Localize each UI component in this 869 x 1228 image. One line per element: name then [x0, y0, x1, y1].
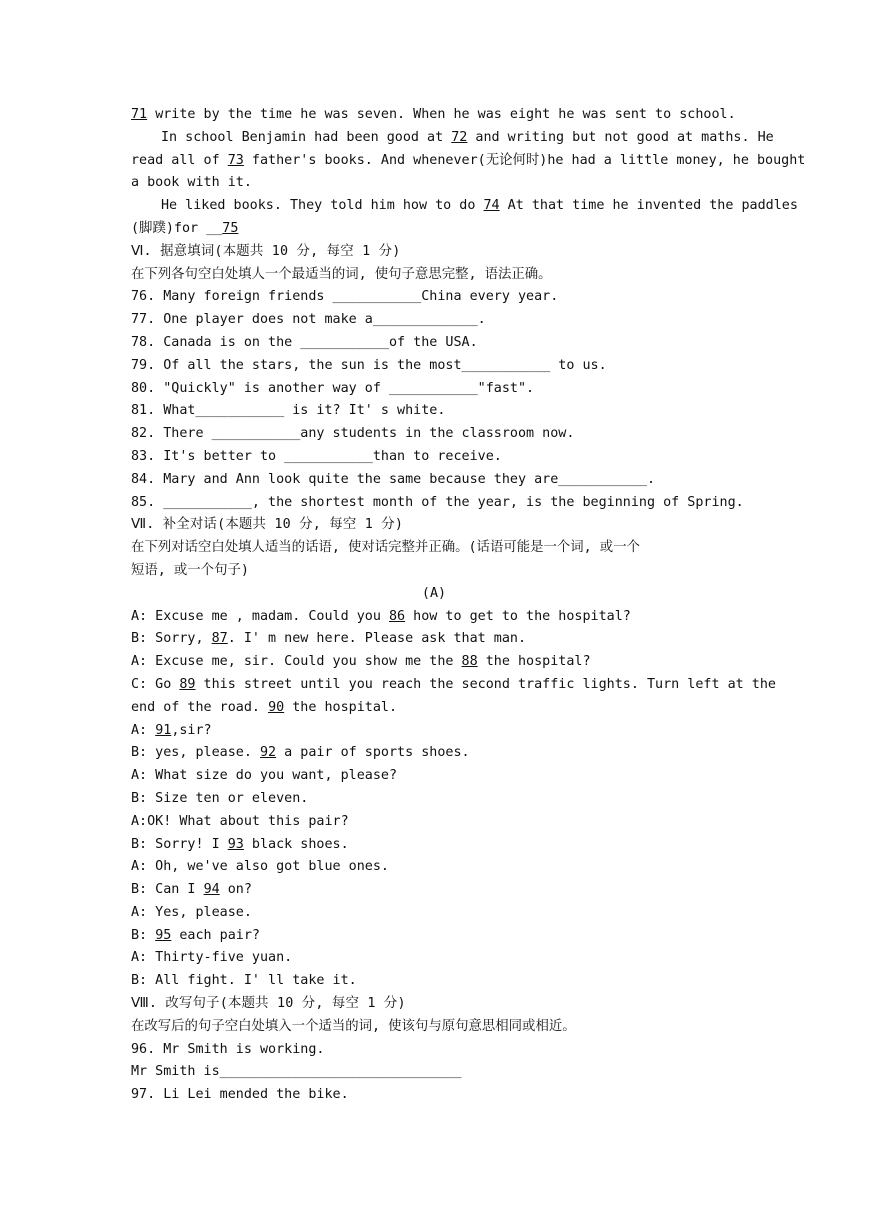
answer-line-96: Mr Smith is______________________________: [131, 1064, 462, 1080]
dialogue-text: B: Sorry,: [131, 631, 212, 647]
dialogue-line: A: Yes, please.: [131, 904, 252, 920]
blank-86: 86: [388, 608, 406, 624]
blank-72: 72: [451, 129, 468, 145]
question-76: 76. Many foreign friends ___________China every year.: [131, 289, 559, 305]
dialogue-text: C: Go: [131, 676, 180, 692]
dialogue-text: the hospital.: [284, 699, 398, 715]
dialogue-line: A:OK! What about this pair?: [131, 813, 349, 829]
question-83: 83. It's better to ___________than to receive.: [131, 448, 502, 464]
section-7-instruction-cont: 短语, 或一个句子): [131, 562, 249, 578]
question-96: 96. Mr Smith is working.: [131, 1041, 325, 1057]
question-78: 78. Canada is on the ___________of the USA.: [131, 334, 478, 350]
passage-line-2: [131, 127, 774, 150]
dialogue-text: how to get to the hospital?: [405, 608, 631, 624]
passage-line-3: [131, 150, 806, 173]
dialogue-text: on?: [219, 882, 252, 898]
dialogue-text: A: Excuse me , madam. Could you: [131, 608, 389, 624]
dialogue-line: [131, 879, 737, 902]
section-8-title: Ⅷ. 改写句子(本题共 10 分, 每空 1 分): [131, 996, 406, 1012]
dialogue-line: [131, 697, 737, 720]
section-7-instruction: 在下列对话空白处填人适当的话语, 使对话完整并正确。(话语可能是一个词, 或一个: [131, 540, 640, 556]
blank-93: 93: [227, 836, 244, 852]
passage-line-4: a book with it.: [131, 175, 252, 191]
dialogue-line: B: All fight. I' ll take it.: [131, 973, 357, 989]
dialogue-text: a pair of sports shoes.: [276, 745, 470, 761]
blank-94: 94: [203, 882, 220, 898]
dialogue-line: A: What size do you want, please?: [131, 768, 398, 784]
dialogue-text: A:: [131, 722, 156, 738]
question-80: 80. "Quickly" is another way of ___________"fast".: [131, 380, 535, 396]
blank-90: 90: [268, 699, 285, 715]
dialogue-text: B: Sorry! I: [131, 836, 228, 852]
blank-71: 71: [131, 107, 148, 122]
passage-text: At that time he invented the paddles: [499, 198, 798, 214]
passage-text: read all of: [131, 152, 228, 168]
dialogue-line: [131, 674, 776, 697]
dialogue-line: [131, 925, 737, 948]
dialogue-text: B: yes, please.: [131, 745, 260, 761]
passage-line-6: [131, 218, 737, 241]
dialogue-line: A: Oh, we've also got blue ones.: [131, 859, 389, 875]
dialogue-part-label: (A): [421, 585, 447, 601]
exam-page: [131, 104, 806, 1107]
dialogue-text: B: Can I: [131, 882, 204, 898]
dialogue-line: B: Size ten or eleven.: [131, 790, 309, 806]
dialogue-text: the hospital?: [477, 654, 591, 670]
question-84: 84. Mary and Ann look quite the same because they are___________.: [131, 471, 656, 487]
passage-line-5: [131, 195, 798, 218]
dialogue-text: ,sir?: [171, 722, 212, 738]
passage-text: write by the time he was seven. When he was eight he was sent to school.: [155, 107, 736, 122]
dialogue-text: each pair?: [171, 927, 260, 943]
blank-88: 88: [461, 654, 478, 670]
passage-text: (脚蹼)for __: [131, 220, 223, 236]
blank-89: 89: [179, 676, 196, 692]
passage-text: In school Benjamin had been good at: [161, 129, 452, 145]
dialogue-line: A: Thirty-five yuan.: [131, 950, 293, 966]
dialogue-text: B:: [131, 927, 156, 943]
dialogue-line: [131, 742, 737, 765]
dialogue-line: [131, 651, 737, 674]
question-81: 81. What___________ is it? It' s white.: [131, 403, 446, 419]
dialogue-line: [131, 720, 737, 743]
dialogue-text: this street until you reach the second traffic lights. Turn left at the: [195, 676, 776, 692]
passage-text: and writing but not good at maths. He: [467, 129, 774, 145]
dialogue-text: . I' m new here. Please ask that man.: [227, 631, 527, 647]
blank-74: 74: [483, 198, 500, 214]
dialogue-line: [131, 606, 737, 629]
blank-75: 75: [222, 220, 239, 236]
dialogue-line: [131, 628, 737, 651]
section-7-title: Ⅶ. 补全对话(本题共 10 分, 每空 1 分): [131, 517, 404, 533]
dialogue-text: A: Excuse me, sir. Could you show me the: [131, 654, 462, 670]
blank-91: 91: [155, 722, 172, 738]
question-85: 85. ___________, the shortest month of the year, is the beginning of Spring.: [131, 494, 744, 510]
dialogue-text: black shoes.: [243, 836, 349, 852]
passage-text: father's books. And whenever(无论何时)he had a little money, he bought: [243, 152, 806, 168]
passage-line-1: [131, 104, 737, 127]
question-97: 97. Li Lei mended the bike.: [131, 1087, 349, 1103]
passage-text: He liked books. They told him how to do: [161, 198, 484, 214]
section-6-instruction: 在下列各句空白处填人一个最适当的词, 使句子意思完整, 语法正确。: [131, 266, 552, 282]
blank-92: 92: [260, 745, 277, 761]
section-6-title: Ⅵ. 据意填词(本题共 10 分, 每空 1 分): [131, 243, 401, 259]
question-82: 82. There ___________any students in the classroom now.: [131, 426, 575, 442]
question-79: 79. Of all the stars, the sun is the most___________ to us.: [131, 357, 607, 373]
blank-87: 87: [211, 631, 228, 647]
blank-73: 73: [227, 152, 244, 168]
question-77: 77. One player does not make a_____________.: [131, 312, 486, 328]
dialogue-text: end of the road.: [131, 699, 269, 715]
dialogue-line: [131, 834, 737, 857]
blank-95: 95: [155, 927, 172, 943]
section-8-instruction: 在改写后的句子空白处填入一个适当的词, 使该句与原句意思相同或相近。: [131, 1018, 576, 1034]
